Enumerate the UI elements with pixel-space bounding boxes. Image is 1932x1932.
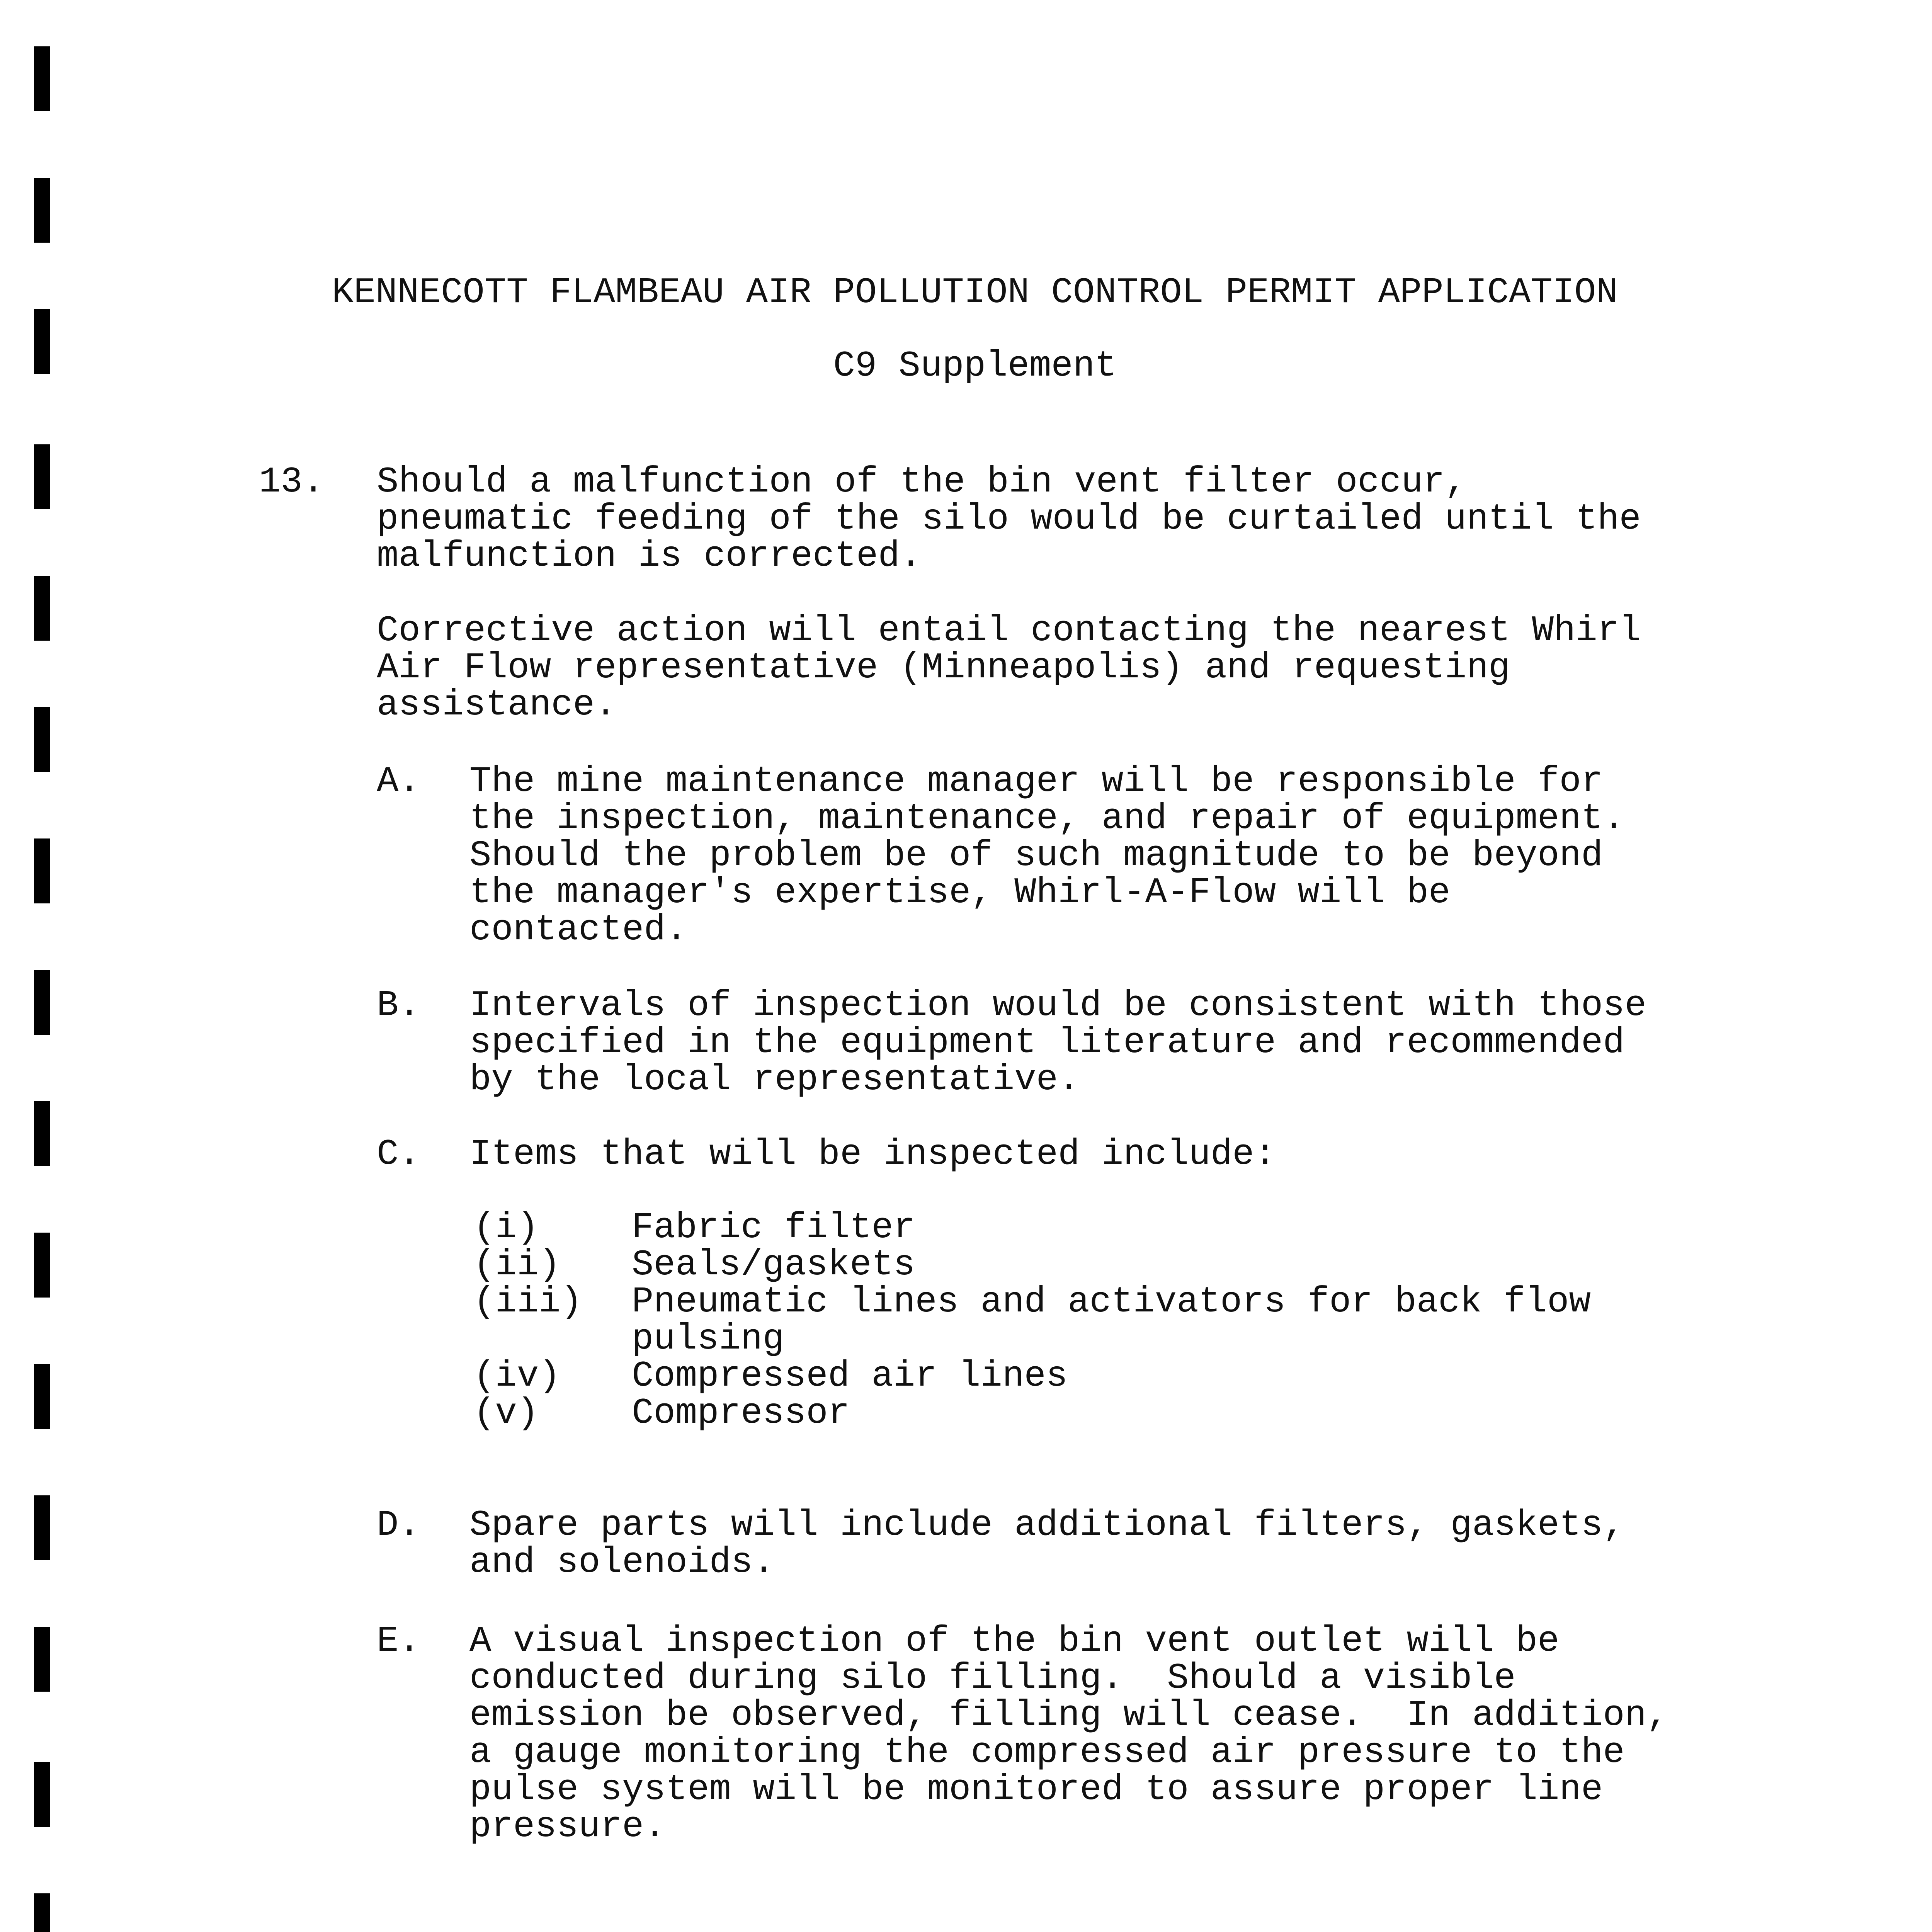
item-text: The mine maintenance manager will be responsible for the inspection, maintenance, and repair of equipment. Should the problem be of such magnitude to be beyond the manager's expertise, Whirl-A-Flow will be contacted. (469, 761, 1625, 951)
sub-item-numeral: (iii) (473, 1282, 583, 1323)
binding-mark (34, 1364, 50, 1429)
item-label: C. (377, 1134, 420, 1175)
sub-item-text: Pneumatic lines and activators for back flow pulsing (632, 1282, 1591, 1360)
sub-item-numeral: (ii) (473, 1245, 561, 1286)
binding-mark (34, 1101, 50, 1166)
item-label: D. (377, 1505, 420, 1546)
binding-mark (34, 1495, 50, 1560)
binding-mark (34, 1893, 50, 1932)
binding-mark (34, 1233, 50, 1298)
binding-mark (34, 576, 50, 641)
sub-item-numeral: (v) (473, 1393, 539, 1434)
binding-mark (34, 707, 50, 772)
binding-mark (34, 46, 50, 111)
item-label: B. (377, 985, 420, 1026)
item-text: A visual inspection of the bin vent outlet will be conducted during silo filling. Should a visible emission be observed, filling will cease. In addition, a gauge monitoring the compressed air pressure to the pulse system will be monitored to assure proper line pressure. (469, 1621, 1668, 1847)
item-text: Intervals of inspection would be consistent with those specified in the equipment literature and recommended by the local representative. (469, 985, 1647, 1100)
sub-item-numeral: (i) (473, 1208, 539, 1248)
item-label: E. (377, 1621, 420, 1662)
item-text: Spare parts will include additional filters, gaskets, and solenoids. (469, 1505, 1625, 1583)
binding-mark (34, 970, 50, 1035)
binding-mark (34, 444, 50, 509)
binding-mark (34, 1627, 50, 1692)
item-text: Items that will be inspected include: (469, 1134, 1276, 1175)
binding-mark (34, 838, 50, 903)
binding-mark (34, 178, 50, 243)
item-label: A. (377, 761, 420, 802)
section-paragraph: Should a malfunction of the bin vent filter occur, pneumatic feeding of the silo would be curtailed until the malfunction is corrected. (377, 462, 1641, 577)
document-title: KENNECOTT FLAMBEAU AIR POLLUTION CONTROL PERMIT APPLICATION (332, 272, 1618, 313)
sub-item-numeral: (iv) (473, 1356, 561, 1397)
document-subtitle: C9 Supplement (833, 346, 1117, 387)
section-number: 13. (259, 462, 325, 503)
sub-item-text: Seals/gaskets (632, 1245, 915, 1286)
binding-mark (34, 1762, 50, 1827)
sub-item-text: Fabric filter (632, 1208, 915, 1248)
sub-item-text: Compressor (632, 1393, 850, 1434)
sub-item-text: Compressed air lines (632, 1356, 1068, 1397)
section-paragraph: Corrective action will entail contacting the nearest Whirl Air Flow representative (Minneapolis) and requesting assistance. (377, 611, 1641, 726)
